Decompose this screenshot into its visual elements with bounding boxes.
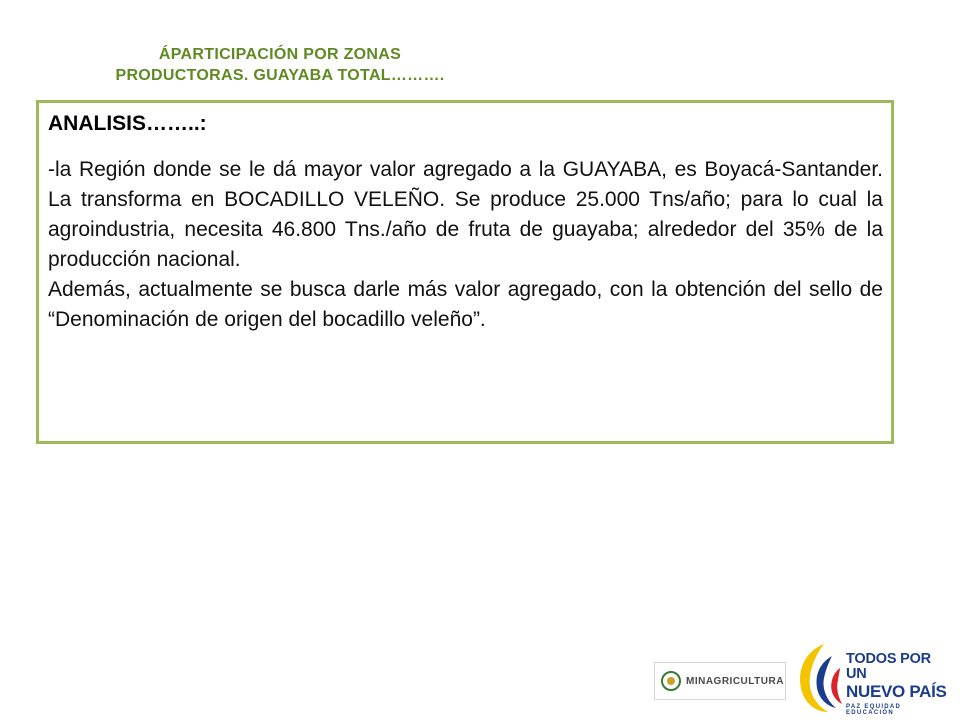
minagricultura-logo <box>654 662 786 700</box>
minagricultura-label: MINAGRICULTURA <box>686 675 784 687</box>
analysis-box <box>36 100 894 444</box>
slide-title-line-1: ÁPARTICIPACIÓN POR ZONAS <box>158 46 402 63</box>
campaign-line-1: TODOS POR UN <box>846 651 931 682</box>
campaign-line-2: NUEVO PAÍS <box>846 682 947 701</box>
todos-por-un-nuevo-pais-logo <box>794 640 950 716</box>
slide-title <box>40 44 520 86</box>
footer-logos <box>654 640 950 716</box>
campaign-wordmark <box>846 652 950 716</box>
slide-title-line-2: PRODUCTORAS. GUAYABA TOTAL………. <box>115 67 445 84</box>
coat-of-arms-icon <box>661 671 681 691</box>
flag-swoosh-icon <box>794 642 844 714</box>
analysis-heading: ANALISIS……..: <box>48 112 207 135</box>
campaign-line-3: PAZ EQUIDAD EDUCACIÓN <box>846 704 902 716</box>
analysis-paragraph-1: -la Región donde se le dá mayor valor agregado a la GUAYABA, es Boyacá-Santander. La transforma en BOCADILLO VELEÑO. Se produce 25.000 Tns/año; para lo cual la agroindustria, necesita 46.800 Tns./año de fruta de guayaba; alrededor del 35% de la producción nacional. <box>48 158 883 271</box>
analysis-paragraph-2: Además, actualmente se busca darle más valor agregado, con la obtención del sello de “Denominación de origen del bocadillo veleño”. <box>48 278 883 331</box>
